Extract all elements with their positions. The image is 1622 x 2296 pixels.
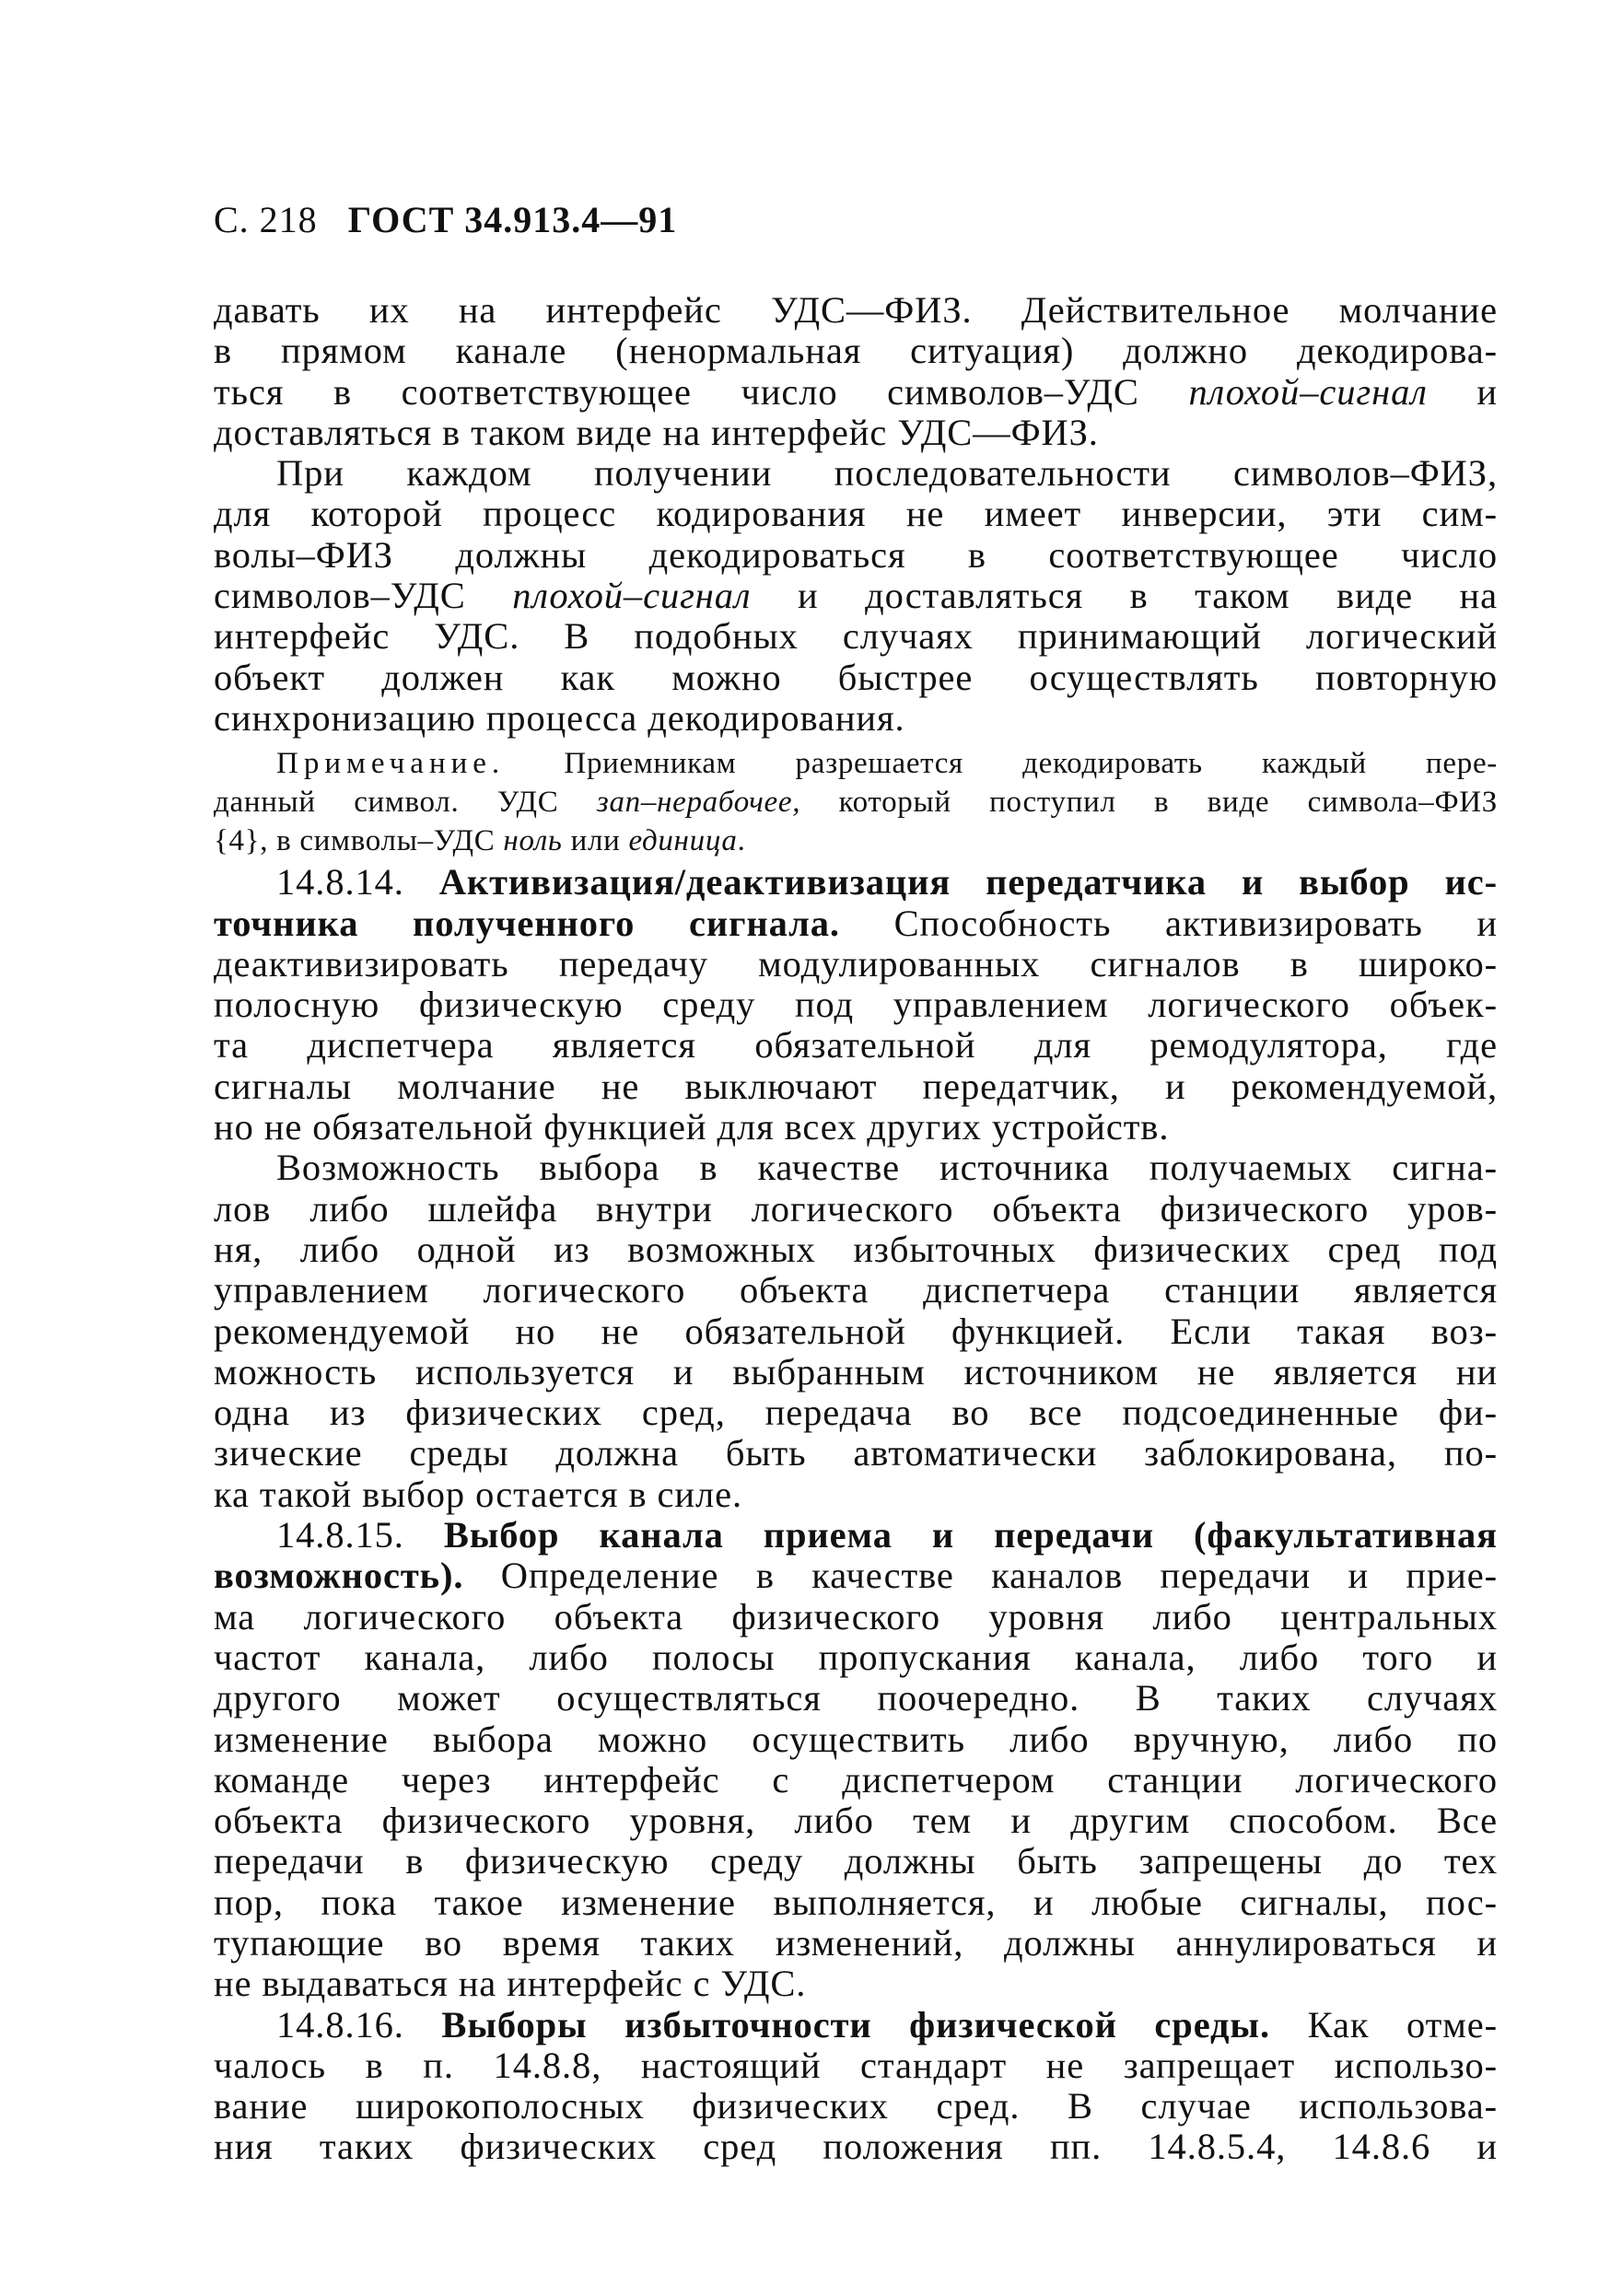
note-label: Примечание. xyxy=(276,747,506,781)
section-title: Активизация/деактивизация передатчика и выбор ис- xyxy=(438,861,1498,903)
text-line: полосную физическую среду под управлением логического объек- xyxy=(214,984,1498,1026)
term-italic: зап–нерабочее, xyxy=(596,786,801,820)
text-line: пор, пока такое изменение выполняется, и любые сигналы, пос- xyxy=(214,1881,1498,1923)
section-14-8-14 xyxy=(214,862,1498,1148)
paragraph-source-selection xyxy=(214,1148,1498,1515)
text-line: точника полученного сигнала. Способность активизировать и xyxy=(214,902,1498,944)
note-line: Примечание. Приемникам разрешается декодировать каждый пере- xyxy=(276,747,1498,781)
note-line: данный символ. УДС зап–нерабочее, который поступил в виде символа–ФИЗ xyxy=(214,786,1498,820)
text-line: команде через интерфейс с диспетчером станции логического xyxy=(214,1758,1498,1801)
text-line: та диспетчера является обязательной для ремодулятора, где xyxy=(214,1024,1498,1066)
text-line: деактивизировать передачу модулированных сигналов в широко- xyxy=(214,942,1498,985)
text-line: но не обязательной функцией для всех других устройств. xyxy=(214,1106,1170,1148)
section-heading-line xyxy=(214,862,1498,903)
section-title: точника полученного сигнала. xyxy=(214,902,840,944)
text-line: зические среды должна быть автоматически заблокирована, по- xyxy=(214,1432,1498,1474)
text-line: ния таких физических сред положения пп. 14.8.5.4, 14.8.6 и xyxy=(214,2126,1498,2168)
text-line: ться в соответствующее число символов–УДС плохой–сигнал и xyxy=(214,370,1498,413)
term-italic: единица xyxy=(628,824,738,858)
text-line: сигналы молчание не выключают передатчик, и рекомендуемой, xyxy=(214,1065,1498,1107)
text-line: символов–УДС плохой–сигнал и доставляться в таком виде на xyxy=(214,575,1498,617)
section-14-8-15 xyxy=(214,1515,1498,2005)
body-text xyxy=(214,290,1498,2168)
text-line: волы–ФИЗ должны декодироваться в соответствующее число xyxy=(214,533,1498,576)
paragraph-decoding xyxy=(214,453,1498,739)
text-line: давать их на интерфейс УДС—ФИЗ. Действительное молчание xyxy=(214,289,1498,331)
text-line: чалось в п. 14.8.8, настоящий стандарт не запрещает использо- xyxy=(214,2044,1498,2086)
text-line: доставляться в таком виде на интерфейс УДС—ФИЗ. xyxy=(214,411,1099,453)
text-line: рекомендуемой но не обязательной функцией. Если такая воз- xyxy=(214,1310,1498,1352)
text-line: возможность). Определение в качестве каналов передачи и прие- xyxy=(214,1555,1498,1597)
text-line: в прямом канале (ненормальная ситуация) должно декодирова- xyxy=(214,330,1498,372)
text-line: Возможность выбора в качестве источника получаемых сигна- xyxy=(276,1147,1498,1189)
text-line: ка такой выбор остается в силе. xyxy=(214,1473,742,1515)
text-line: для которой процесс кодирования не имеет инверсии, эти сим- xyxy=(214,493,1498,535)
text-line: лов либо шлейфа внутри логического объекта физического уров- xyxy=(214,1187,1498,1230)
section-title: Выбор канала приема и передачи (факультативная xyxy=(443,1514,1498,1556)
note-line: {4}, в символы–УДС ноль или единица. xyxy=(214,824,746,858)
section-14-8-16 xyxy=(214,2005,1498,2168)
section-heading-line: 14.8.16. Выборы избыточности физической среды. Как отме- xyxy=(276,2003,1498,2045)
text-line: тупающие во время таких изменений, должны аннулироваться и xyxy=(214,1921,1498,1964)
term-italic: плохой–сигнал xyxy=(1188,370,1428,413)
text-line: При каждом получении последовательности символов–ФИЗ, xyxy=(276,452,1498,495)
page-number: С. 218 xyxy=(214,199,318,240)
standard-designation: ГОСТ 34.913.4—91 xyxy=(347,199,678,240)
text-line: передачи в физическую среду должны быть запрещены до тех xyxy=(214,1840,1498,1882)
text-line: объект должен как можно быстрее осуществлять повторную xyxy=(214,656,1498,698)
document-page xyxy=(214,198,1498,2168)
text-line: можность используется и выбранным источником не является ни xyxy=(214,1350,1498,1393)
text-line: управлением логического объекта диспетчера станции является xyxy=(214,1269,1498,1311)
term-italic: плохой–сигнал xyxy=(512,575,752,617)
paragraph-continuation xyxy=(214,290,1498,453)
text-line: ма логического объекта физического уровня либо центральных xyxy=(214,1595,1498,1638)
text-line: частот канала, либо полосы пропускания канала, либо того и xyxy=(214,1636,1498,1678)
section-title: возможность). xyxy=(214,1555,464,1597)
text-line: объекта физического уровня, либо тем и другим способом. Все xyxy=(214,1800,1498,1842)
note-block xyxy=(214,744,1498,860)
text-line: изменение выбора можно осуществить либо вручную, либо по xyxy=(214,1718,1498,1760)
text-line: одна из физических сред, передача во все подсоединенные фи- xyxy=(214,1392,1498,1434)
section-number: 14.8.16. xyxy=(276,2003,442,2045)
section-number: 14.8.14. xyxy=(276,861,439,903)
section-title: Выборы избыточности физической среды. xyxy=(441,2003,1270,2045)
section-number: 14.8.15. xyxy=(276,1514,444,1556)
text-line: интерфейс УДС. В подобных случаях принимающий логический xyxy=(214,615,1498,658)
text-line: другого может осуществляться поочередно. В таких случаях xyxy=(214,1677,1498,1719)
text-line: не выдаваться на интерфейс с УДС. xyxy=(214,1963,807,2005)
text-line: вание широкополосных физических сред. В случае использова- xyxy=(214,2085,1498,2127)
text-line: синхронизацию процесса декодирования. xyxy=(214,696,905,739)
section-heading-line xyxy=(214,1515,1498,1556)
text-line: ня, либо одной из возможных избыточных физических сред под xyxy=(214,1228,1498,1270)
page-header xyxy=(214,198,1498,242)
term-italic: ноль xyxy=(503,824,563,858)
